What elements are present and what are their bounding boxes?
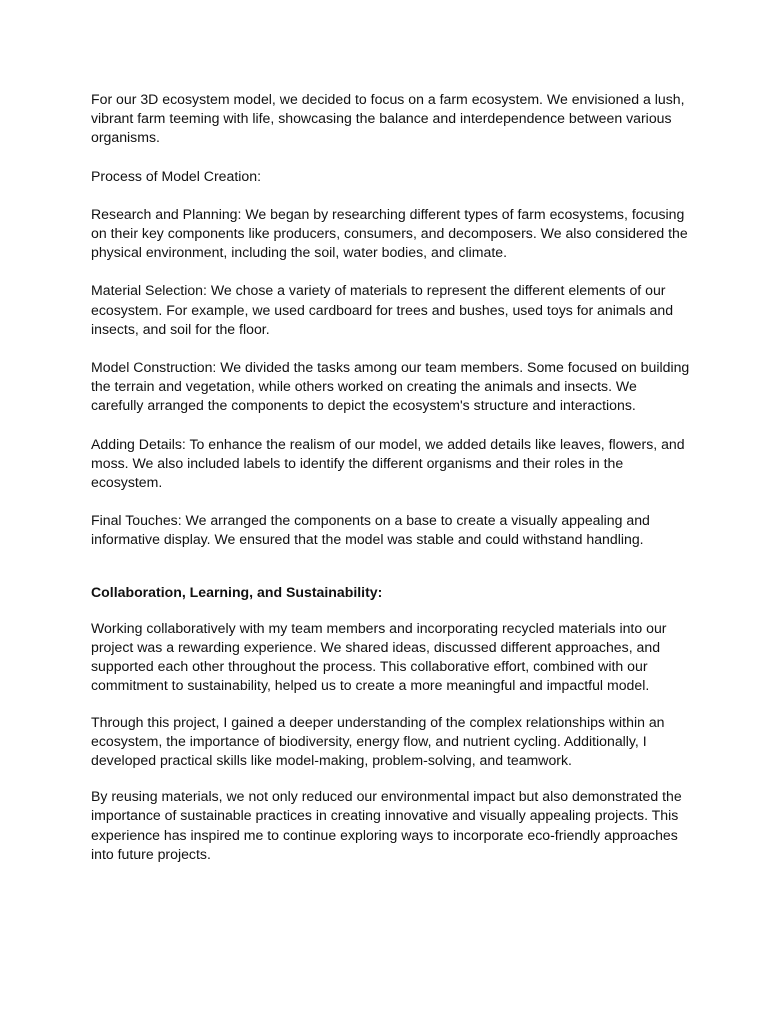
document-body	[91, 90, 691, 864]
collaboration-paragraph: Working collaboratively with my team members and incorporating recycled materials into our project was a rewarding experience. We shared ideas, discussed different approaches, and supported each other throughout the process. This collaborative effort, combined with our commitment to sustainability, helped us to create a more meaningful and impactful model.	[91, 619, 667, 694]
learning-paragraph: Through this project, I gained a deeper understanding of the complex relationships within an ecosystem, the importance of biodiversity, energy flow, and nutrient cycling. Additionally, I developed practical skills like model-making, problem-solving, and teamwork.	[91, 713, 665, 769]
final-touches-paragraph: Final Touches: We arranged the components on a base to create a visually appealing and informative display. We ensured that the model was stable and could withstand handling.	[91, 512, 650, 548]
construction-paragraph: Model Construction: We divided the tasks among our team members. Some focused on building the terrain and vegetation, while others worked on creating the animals and insects. We carefully arranged the components to depict the ecosystem's structure and interactions.	[91, 359, 690, 414]
intro-paragraph: For our 3D ecosystem model, we decided to focus on a farm ecosystem. We envisioned a lush, vibrant farm teeming with life, showcasing the balance and interdependence between various organisms.	[91, 91, 685, 146]
collaboration-heading: Collaboration, Learning, and Sustainability:	[91, 583, 383, 600]
research-paragraph: Research and Planning: We began by researching different types of farm ecosystems, focusing on their key components like producers, consumers, and decomposers. We also considered the physical environment, including the soil, water bodies, and climate.	[91, 205, 688, 261]
details-paragraph: Adding Details: To enhance the realism of our model, we added details like leaves, flowers, and moss. We also included labels to identify the different organisms and their roles in the ecosystem.	[91, 435, 685, 491]
materials-paragraph: Material Selection: We chose a variety of materials to represent the different elements of our ecosystem. For example, we used cardboard for trees and bushes, used toys for animals and insects, and soil for the floor.	[91, 282, 674, 337]
reuse-paragraph: By reusing materials, we not only reduced our environmental impact but also demonstrated the importance of sustainable practices in creating innovative and visually appealing projects. This experience has inspired me to continue exploring ways to incorporate eco-friendly approaches into future projects.	[91, 788, 682, 862]
process-heading: Process of Model Creation:	[91, 167, 261, 184]
